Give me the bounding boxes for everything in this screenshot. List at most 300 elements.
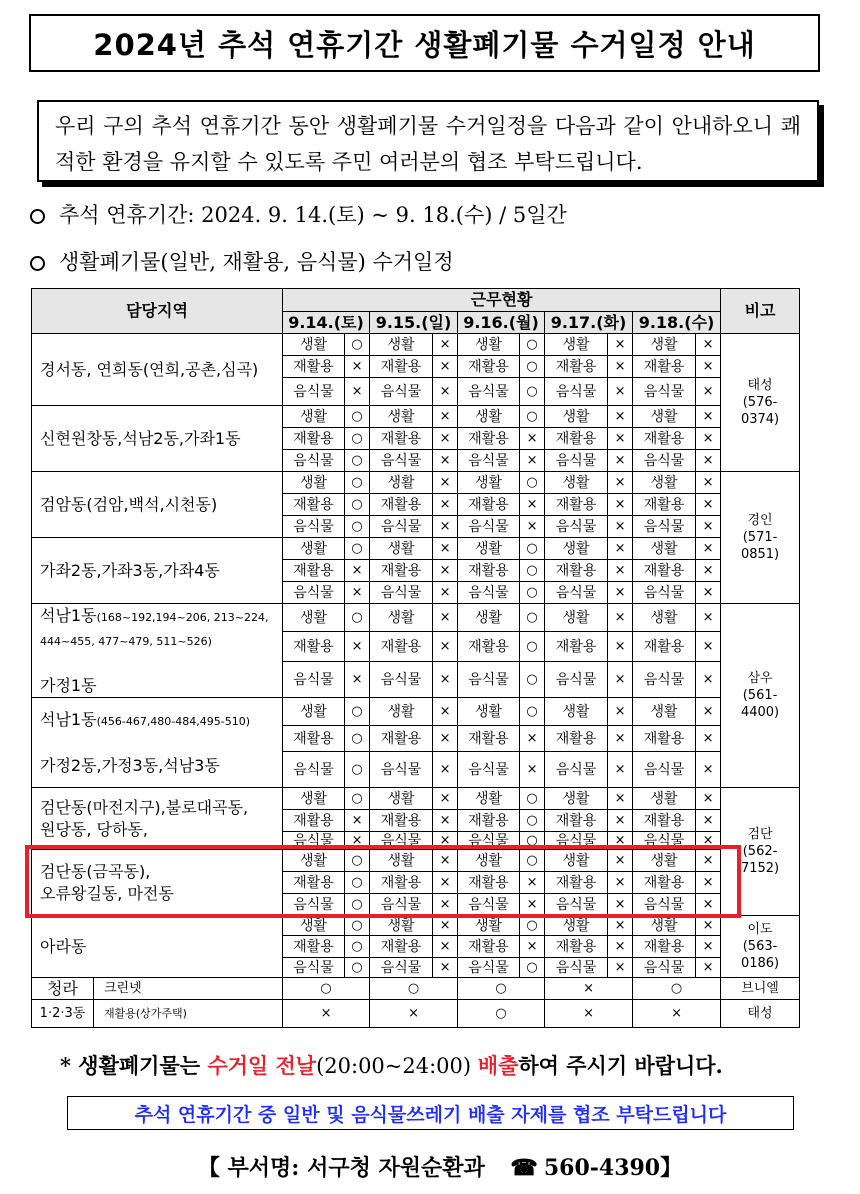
cheongna-type: 재활용(상가주택) [94,1000,283,1028]
contractor-note: 브니엘 [721,978,800,1000]
waste-type: 음식물 [458,958,520,978]
collection-mark: × [433,916,458,936]
collection-mark: ○ [520,604,545,632]
waste-type: 생활 [370,334,433,356]
collection-mark: ○ [345,726,370,752]
collection-mark: × [696,632,721,662]
waste-type: 재활용 [458,494,520,516]
collection-mark: × [696,472,721,494]
area-line: 가정1동 [40,675,97,695]
waste-type: 재활용 [633,936,696,958]
collection-mark: × [433,662,458,698]
waste-type: 생활 [283,406,345,428]
waste-type: 재활용 [458,428,520,450]
waste-type: 재활용 [283,936,345,958]
collection-mark: × [520,726,545,752]
collection-mark: × [608,428,633,450]
collection-mark: ○ [345,450,370,472]
collection-mark: × [433,632,458,662]
waste-type: 음식물 [545,516,608,538]
waste-type: 생활 [458,850,520,872]
schedule-table [31,288,800,1028]
notice-box: 우리 구의 추석 연휴기간 동안 생활폐기물 수거일정을 다음과 같이 안내하오니 쾌적한 환경을 유지할 수 있도록 주민 여러분의 협조 부탁드립니다. [37,100,819,182]
waste-type: 음식물 [283,752,345,788]
area-line: 석남1동 [40,709,97,729]
waste-type: 재활용 [370,494,433,516]
waste-type: 재활용 [370,428,433,450]
collection-mark: × [696,662,721,698]
waste-type: 재활용 [458,936,520,958]
collection-mark: × [608,632,633,662]
collection-mark: ○ [520,632,545,662]
collection-mark: × [696,538,721,560]
collection-mark: × [433,832,458,850]
waste-type: 재활용 [458,632,520,662]
cheongna-type: 크린넷 [94,978,283,1000]
collection-mark: × [608,604,633,632]
collection-mark: × [608,894,633,916]
collection-mark: × [608,752,633,788]
collection-mark: ○ [345,604,370,632]
waste-type: 재활용 [633,726,696,752]
waste-type: 음식물 [458,450,520,472]
collection-mark: × [696,560,721,582]
waste-type: 생활 [458,406,520,428]
table-row [32,334,800,356]
collection-mark: ○ [520,832,545,850]
collection-mark: × [345,560,370,582]
collection-mark: × [696,850,721,872]
waste-type: 음식물 [633,378,696,406]
collection-mark: × [696,958,721,978]
waste-type: 음식물 [458,516,520,538]
contractor-note: 검단 (562- 7152) [721,788,800,916]
collection-mark: × [608,936,633,958]
collection-mark: × [696,516,721,538]
waste-type: 재활용 [545,356,608,378]
waste-type: 재활용 [283,726,345,752]
table-row [32,788,800,810]
waste-type: 재활용 [370,810,433,832]
waste-type: 생활 [458,604,520,632]
area-line: 원당동, 당하동, [40,819,148,839]
waste-type: 재활용 [370,872,433,894]
waste-type: 재활용 [545,936,608,958]
waste-type: 재활용 [283,872,345,894]
waste-type: 재활용 [370,632,433,662]
collection-mark: × [608,958,633,978]
collection-mark: ○ [345,872,370,894]
collection-mark: × [608,662,633,698]
contractor-note: 태성 (576- 0374) [721,334,800,472]
collection-mark: × [608,334,633,356]
collection-mark: × [696,810,721,832]
waste-type: 재활용 [370,726,433,752]
collection-mark: × [545,978,633,1000]
area-line: 가정2동,가정3동,석남3동 [40,755,220,775]
department-contact [180,1151,700,1182]
collection-mark: × [433,698,458,726]
waste-type: 생활 [458,916,520,936]
collection-mark: × [696,450,721,472]
table-row [32,604,800,632]
area-line: (168~192,194~206, 213~224, 444~455, 477~479, 511~526) [40,610,269,648]
page-title: 2024년 추석 연휴기간 생활폐기물 수거일정 안내 [29,14,820,72]
waste-type: 재활용 [633,560,696,582]
collection-mark: ○ [345,698,370,726]
collection-mark: ○ [520,850,545,872]
header-date: 9.14.(토) [283,312,370,334]
collection-mark: × [345,810,370,832]
collection-mark: × [433,604,458,632]
table-row [32,916,800,936]
waste-type: 생활 [458,334,520,356]
collection-mark: ○ [345,916,370,936]
collection-mark: ○ [520,582,545,604]
waste-type: 재활용 [458,872,520,894]
department-name: 【 부서명: 서구청 자원순환과 [197,1155,485,1181]
collection-mark: × [608,516,633,538]
waste-type: 음식물 [283,516,345,538]
collection-mark: ○ [520,698,545,726]
collection-mark: × [696,582,721,604]
waste-type: 생활 [458,538,520,560]
holiday-period [30,199,567,229]
collection-mark: ○ [520,788,545,810]
table-row [32,538,800,560]
waste-type: 재활용 [633,810,696,832]
waste-type: 음식물 [633,958,696,978]
waste-type: 생활 [545,538,608,560]
waste-type: 음식물 [633,450,696,472]
waste-type: 재활용 [545,560,608,582]
waste-type: 음식물 [458,752,520,788]
area-name: 검암동(검암,백석,시천동) [32,472,283,538]
collection-mark: ○ [345,516,370,538]
waste-type: 재활용 [545,632,608,662]
collection-mark: ○ [520,810,545,832]
collection-mark: ○ [520,538,545,560]
waste-type: 음식물 [370,582,433,604]
collection-mark: × [608,788,633,810]
waste-type: 음식물 [633,832,696,850]
collection-mark: ○ [345,936,370,958]
waste-type: 음식물 [283,832,345,850]
waste-type: 음식물 [370,516,433,538]
waste-type: 음식물 [545,832,608,850]
waste-type: 음식물 [283,378,345,406]
collection-mark: ○ [345,472,370,494]
waste-type: 생활 [633,334,696,356]
collection-mark: × [696,698,721,726]
header-date: 9.15.(일) [370,312,458,334]
collection-mark: ○ [520,916,545,936]
footer-text: 하여 주시기 바랍니다. [518,1053,723,1078]
table-row [32,1000,800,1028]
cheongna-label: 청라 [32,978,94,1000]
waste-type: 음식물 [633,752,696,788]
schedule-heading [30,246,454,276]
waste-type: 생활 [458,472,520,494]
collection-mark: ○ [345,494,370,516]
waste-type: 생활 [370,698,433,726]
collection-mark: ○ [458,1000,545,1028]
table-row [32,850,800,872]
collection-mark: × [433,850,458,872]
collection-mark: ○ [458,978,545,1000]
collection-mark: × [696,378,721,406]
collection-mark: × [545,1000,633,1028]
collection-mark: × [696,604,721,632]
waste-type: 생활 [370,850,433,872]
circle-bullet-icon [30,256,45,271]
waste-type: 음식물 [633,516,696,538]
collection-mark: × [283,1000,370,1028]
collection-mark: × [433,810,458,832]
collection-mark: × [696,494,721,516]
collection-mark: × [433,894,458,916]
collection-mark: × [433,378,458,406]
waste-type: 생활 [370,916,433,936]
waste-type: 생활 [283,472,345,494]
area-name [32,698,283,788]
area-name [32,788,283,850]
collection-mark: ○ [520,958,545,978]
contractor-note: 경인 (571- 0851) [721,472,800,604]
waste-type: 음식물 [458,378,520,406]
table-row [32,698,800,726]
waste-type: 생활 [370,538,433,560]
collection-mark: × [608,916,633,936]
waste-type: 재활용 [458,726,520,752]
collection-mark: × [433,872,458,894]
collection-mark: × [608,726,633,752]
waste-type: 생활 [283,538,345,560]
collection-mark: × [520,894,545,916]
waste-type: 생활 [283,850,345,872]
waste-type: 생활 [633,406,696,428]
waste-type: 생활 [633,604,696,632]
header-date: 9.16.(월) [458,312,545,334]
waste-type: 음식물 [545,378,608,406]
header-date: 9.18.(수) [633,312,721,334]
collection-mark: ○ [520,406,545,428]
collection-mark: × [696,936,721,958]
waste-type: 재활용 [283,632,345,662]
waste-type: 생활 [633,916,696,936]
collection-mark: × [696,788,721,810]
collection-mark: × [608,850,633,872]
waste-type: 음식물 [370,752,433,788]
collection-mark: ○ [520,560,545,582]
area-name [32,850,283,916]
waste-type: 음식물 [633,894,696,916]
waste-type: 재활용 [283,428,345,450]
collection-mark: × [433,428,458,450]
waste-type: 음식물 [458,832,520,850]
contractor-note: 삼우 (561- 4400) [721,604,800,788]
waste-type: 음식물 [283,894,345,916]
collection-mark: × [433,936,458,958]
waste-type: 재활용 [283,560,345,582]
contractor-note: 이도 (563- 0186) [721,916,800,978]
collection-mark: × [433,334,458,356]
collection-mark: × [433,958,458,978]
waste-type: 생활 [283,788,345,810]
waste-type: 음식물 [545,662,608,698]
area-name: 경서동, 연희동(연희,공촌,심곡) [32,334,283,406]
waste-type: 재활용 [370,356,433,378]
area-name: 가좌2동,가좌3동,가좌4동 [32,538,283,604]
collection-mark: × [433,560,458,582]
waste-type: 재활용 [633,494,696,516]
waste-type: 재활용 [370,936,433,958]
waste-type: 생활 [633,698,696,726]
collection-mark: × [345,378,370,406]
footer-emphasis: 수거일 전날 [207,1053,317,1078]
waste-type: 음식물 [370,832,433,850]
collection-mark: × [433,472,458,494]
collection-mark: × [433,538,458,560]
collection-mark: × [433,494,458,516]
area-name: 신현원창동,석남2동,가좌1동 [32,406,283,472]
waste-type: 생활 [370,788,433,810]
header-work-status: 근무현황 [283,289,721,312]
waste-type: 음식물 [633,662,696,698]
waste-type: 재활용 [545,810,608,832]
collection-mark: ○ [520,472,545,494]
header-note: 비고 [721,289,800,334]
collection-mark: ○ [520,356,545,378]
waste-type: 생활 [633,538,696,560]
collection-mark: × [696,916,721,936]
waste-type: 생활 [633,788,696,810]
waste-type: 음식물 [370,378,433,406]
collection-mark: × [608,560,633,582]
collection-mark: × [696,752,721,788]
collection-mark: ○ [633,978,721,1000]
collection-mark: × [520,516,545,538]
collection-mark: × [520,872,545,894]
waste-type: 생활 [370,604,433,632]
waste-type: 재활용 [370,560,433,582]
collection-mark: × [696,428,721,450]
schedule-heading-text: 생활폐기물(일반, 재활용, 음식물) 수거일정 [59,250,454,274]
collection-mark: × [608,356,633,378]
collection-mark: ○ [345,752,370,788]
collection-mark: × [433,582,458,604]
collection-mark: ○ [520,334,545,356]
waste-type: 재활용 [545,428,608,450]
collection-mark: × [608,698,633,726]
area-line: 오류왕길동, 마전동 [40,883,174,903]
collection-mark: ○ [520,378,545,406]
collection-mark: × [433,356,458,378]
phone-number: 560-4390】 [543,1155,683,1181]
area-line: (456-467,480-484,495-510) [96,714,251,728]
waste-type: 생활 [370,472,433,494]
waste-type: 재활용 [283,810,345,832]
waste-type: 음식물 [458,662,520,698]
waste-type: 재활용 [633,356,696,378]
table-row [32,472,800,494]
waste-type: 음식물 [283,662,345,698]
collection-mark: ○ [345,850,370,872]
collection-mark: × [520,494,545,516]
collection-mark: ○ [345,788,370,810]
collection-mark: × [345,582,370,604]
waste-type: 재활용 [633,632,696,662]
collection-mark: × [433,788,458,810]
waste-type: 생활 [633,472,696,494]
waste-type: 재활용 [458,356,520,378]
waste-type: 음식물 [370,894,433,916]
collection-mark: × [608,872,633,894]
footer-time: (20:00~24:00) [316,1054,478,1078]
footer-text: * 생활폐기물는 [60,1053,208,1078]
circle-bullet-icon [30,209,45,224]
waste-type: 음식물 [545,752,608,788]
holiday-period-text: 추석 연휴기간: 2024. 9. 14.(토) ~ 9. 18.(수) / 5일간 [59,203,567,227]
collection-mark: ○ [283,978,370,1000]
collection-mark: × [520,752,545,788]
collection-mark: × [608,582,633,604]
waste-type: 음식물 [283,582,345,604]
waste-type: 음식물 [370,958,433,978]
contractor-note: 태성 [721,1000,800,1028]
waste-type: 생활 [283,334,345,356]
table-row [32,978,800,1000]
waste-type: 재활용 [633,428,696,450]
waste-type: 생활 [283,916,345,936]
collection-mark: ○ [345,428,370,450]
waste-type: 생활 [545,334,608,356]
area-name: 아라동 [32,916,283,978]
waste-type: 생활 [545,850,608,872]
collection-mark: × [608,472,633,494]
collection-mark: × [520,936,545,958]
waste-type: 재활용 [545,494,608,516]
waste-type: 생활 [458,788,520,810]
waste-type: 재활용 [458,560,520,582]
waste-type: 재활용 [458,810,520,832]
collection-mark: × [345,632,370,662]
waste-type: 생활 [370,406,433,428]
collection-mark: × [696,406,721,428]
collection-mark: × [520,428,545,450]
waste-type: 음식물 [370,662,433,698]
waste-type: 생활 [545,788,608,810]
waste-type: 생활 [545,472,608,494]
collection-mark: ○ [520,662,545,698]
collection-mark: × [696,872,721,894]
collection-mark: × [608,494,633,516]
waste-type: 생활 [283,604,345,632]
waste-type: 음식물 [458,894,520,916]
phone-icon: ☎ [510,1155,538,1181]
collection-mark: × [696,726,721,752]
waste-type: 재활용 [283,494,345,516]
collection-mark: × [608,538,633,560]
collection-mark: × [345,832,370,850]
collection-mark: × [370,1000,458,1028]
collection-mark: ○ [370,978,458,1000]
waste-type: 음식물 [545,894,608,916]
collection-mark: ○ [345,406,370,428]
collection-mark: × [433,726,458,752]
collection-mark: × [608,378,633,406]
collection-mark: × [345,662,370,698]
